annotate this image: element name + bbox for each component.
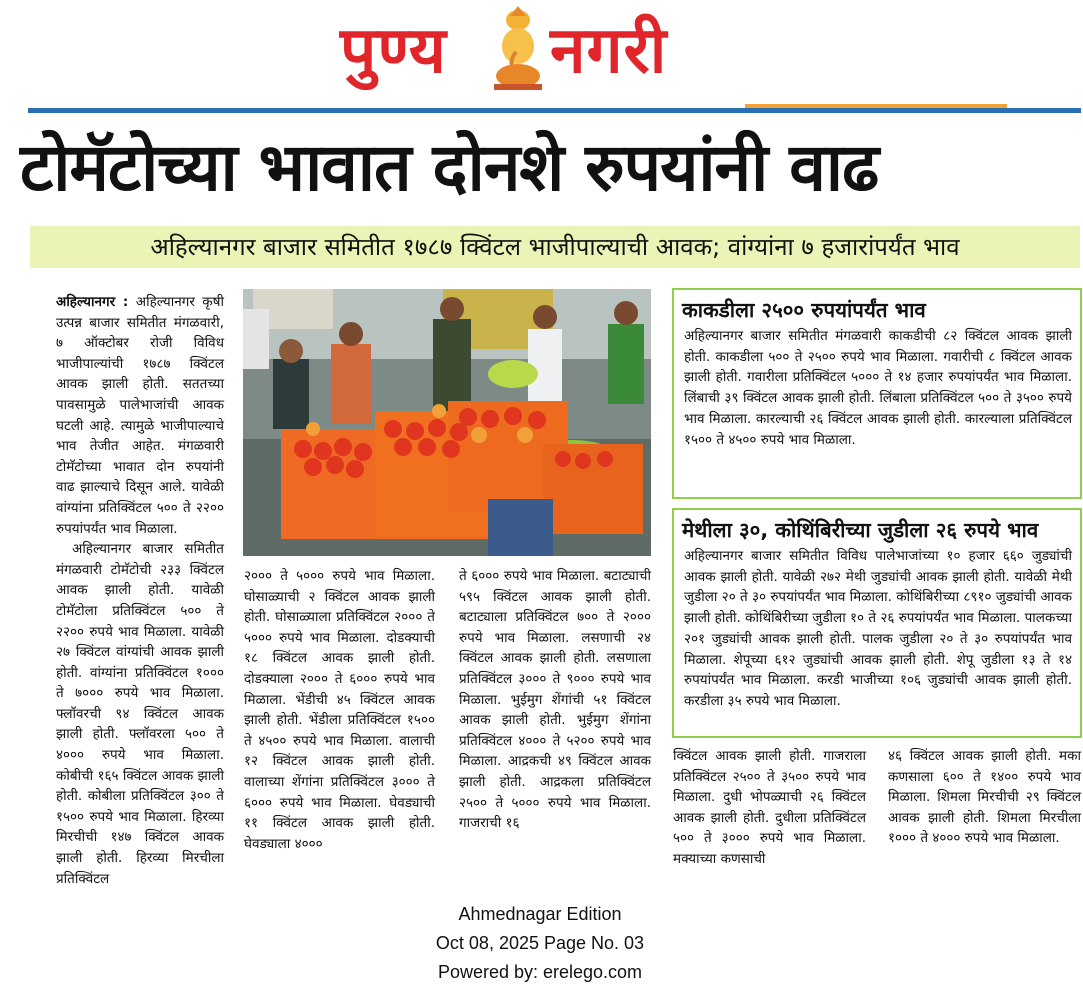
col1-paragraph-2: अहिल्यानगर बाजार समितीत मंगळवारी टोमॅटोची २३३ क्विंटल आवक झाली होती. यावेळी टोमॅटोला प्रतिक्विंटल ५०० ते २२०० रुपये भाव मिळाला. यावेळी २७ क्विंटल वांग्यांची आवक झाली होती. वांग्यांना प्रतिक्विंटल १००० ते ७००० रुपये भाव मिळाला. फ्लॉवरची ९४ क्विंटल आवक झाली होती. फ्लॉवरला ५०० ते ४००० रुपये भाव मिळाला. कोबीची १६५ क्विंटल आवक झाली होती. कोबीला प्रतिक्विंटल ३०० ते १५०० रुपये भाव मिळाला. हिरव्या मिरचीची १४७ क्विंटल आवक झाली होती. हिरव्या मिरचीला प्रतिक्विंटल — [56, 541, 224, 887]
article-column-3 — [459, 566, 651, 834]
masthead-title-right: नगरी — [550, 14, 668, 88]
col5-paragraph: ४६ क्विंटल आवक झाली होती. मका कणसाला ६०० ते १४०० रुपये भाव मिळाला. शिमला मिरचीची २९ क्विंटल आवक झाली होती. शिमला मिरचीला १००० ते ४००० रुपये भाव मिळाला. — [888, 748, 1081, 847]
article-column-4 — [673, 746, 866, 870]
masthead — [0, 0, 1083, 110]
article-column-5 — [888, 746, 1081, 849]
col2-paragraph: २००० ते ५००० रुपये भाव मिळाला. घोसाळ्याची २ क्विंटल आवक झाली होती. घोसाळ्याला प्रतिक्विंटल २००० ते ५००० रुपये भाव मिळाला. दोडक्याची १८ क्विंटल आवक झाली होती. दोडक्याला २००० ते ६००० रुपये भाव मिळाला. भेंडीची ४५ क्विंटल आवक झाली होती. भेंडीला प्रतिक्विंटल १५०० ते ४५०० रुपये भाव मिळाला. वालाची १२ क्विंटल आवक झाली होती. वालाच्या शेंगांना प्रतिक्विंटल ३००० ते ६००० रुपये भाव मिळाला. घेवड्याची ११ क्विंटल आवक झाली होती. घेवड्याला ४००० — [244, 568, 435, 852]
sidebar-box-leafy-vegetables — [672, 508, 1082, 738]
edition-label: Ahmednagar Edition — [458, 904, 622, 924]
box2-title: मेथीला ३०, कोथिंबिरीच्या जुडीला २६ रुपये भाव — [682, 518, 1039, 542]
sidebar-box-cucumber — [672, 288, 1082, 499]
col3-paragraph: ते ६००० रुपये भाव मिळाला. बटाट्याची ५९५ क्विंटल आवक झाली होती. बटाट्याला प्रतिक्विंटल ७०० ते २००० रुपये भाव मिळाला. लसणाची २४ क्विंटल आवक झाली होती. लसणाला प्रतिक्विंटल ३००० ते ९००० रुपये भाव मिळाला. भुईमुग शेंगांची ५१ क्विंटल आवक झाली होती. भुईमुग शेंगांना प्रतिक्विंटल ४००० ते ५२०० रुपये भाव मिळाला. आद्रकची ४९ क्विंटल आवक झाली होती. आद्रकला प्रतिक्विंटल २५०० ते ५००० रुपये भाव मिळाला. गाजराची १६ — [459, 568, 651, 832]
box2-body: अहिल्यानगर बाजार समितीत विविध पालेभाजांच्या १० हजार ६६० जुड्यांची आवक झाली होती. यावेळी २७२ मेथी जुड्यांची आवक झाली होती. यावेळी मेथी जुडीला २० ते ३० रुपयांपर्यंत भाव मिळाला. कोथिंबिरीच्या ८९१० जुड्यांची आवक झाली होती. कोथिंबिरीच्या जुडीला १० ते २६ रुपयांपर्यंत भाव मिळाला. पालकच्या २०१ जुड्यांची आवक झाली होती. पालक जुडीला २० ते ३० रुपयांपर्यंत भाव मिळाला. शेपूच्या ६१२ जुड्यांची आवक झाली होती. शेपू जुडीला १३ ते १४ रुपयांपर्यंत भाव मिळाला. करडी भाजीच्या १०६ जुड्यांची आवक झाली होती. करडीला ३५ रुपये भाव मिळाला. — [684, 548, 1072, 709]
article-column-2 — [244, 566, 435, 854]
dateline: अहिल्यानगर : — [56, 294, 129, 310]
col1-paragraph-1: अहिल्यानगर कृषी उत्पन्न बाजार समितीत मंगळवारी, ७ ऑक्टोबर रोजी विविध भाजीपाल्यांची १७८७ क्विंटल आवक झाली होती. सततच्या पावसामुळे पालेभाजांची आवक घटली आहे. त्यामुळे भाजीपाल्याचे भाव तेजीत आहेत. मंगळवारी टोमॅटोच्या भावात दोन रुपयांनी वाढ झाल्याचे दिसून आले. यावेळी वांग्यांना प्रतिक्विंटल ५०० ते २२०० रुपयांपर्यंत भाव मिळाला. — [56, 294, 224, 537]
article-column-1 — [56, 292, 224, 889]
powered-by-label: Powered by: erelego.com — [437, 962, 643, 982]
col4-paragraph: क्विंटल आवक झाली होती. गाजराला प्रतिक्विंटल २५०० ते ३५०० रुपये भाव मिळाला. दुधी भोपळ्याची २६ क्विंटल आवक झाली होती. दुधीला प्रतिक्विंटल ५०० ते ३००० रुपये भाव मिळाला. मक्याच्या कणसाची — [673, 748, 866, 867]
subheadline: अहिल्यानगर बाजार समितीत १७८७ क्विंटल भाजीपाल्याची आवक; वांग्यांना ७ हजारांपर्यंत भाव — [30, 226, 1080, 268]
headline: टोमॅटोच्या भावात दोनशे रुपयांनी वाढ — [20, 129, 879, 206]
market-photo — [243, 289, 651, 556]
page-footer — [360, 900, 720, 987]
box1-title: काकडीला २५०० रुपयांपर्यंत भाव — [682, 298, 926, 322]
box1-body: अहिल्यानगर बाजार समितीत मंगळवारी काकडीची ८२ क्विंटल आवक झाली होती. काकडीला ५०० ते २५०० रुपये भाव मिळाला. गवारीची ८ क्विंटल आवक झाली होती. गवारीला प्रतिक्विंटल ५००० ते १४ हजार रुपयांपर्यंत भाव मिळाला. लिंबाची ३९ क्विंटल आवक झाली होती. लिंबाला प्रतिक्विंटल ५०० ते ३५०० रुपये भाव मिळाला. कारल्याची २६ क्विंटल आवक झाली होती. कारल्याला प्रतिक्विंटल १५०० ते ४५०० रुपये भाव मिळाला. — [684, 328, 1072, 448]
date-page-label: Oct 08, 2025 Page No. 03 — [435, 933, 645, 953]
masthead-title-left: पुण्य — [340, 14, 447, 88]
ganesha-emblem — [488, 6, 548, 92]
masthead-rule — [28, 108, 1081, 113]
